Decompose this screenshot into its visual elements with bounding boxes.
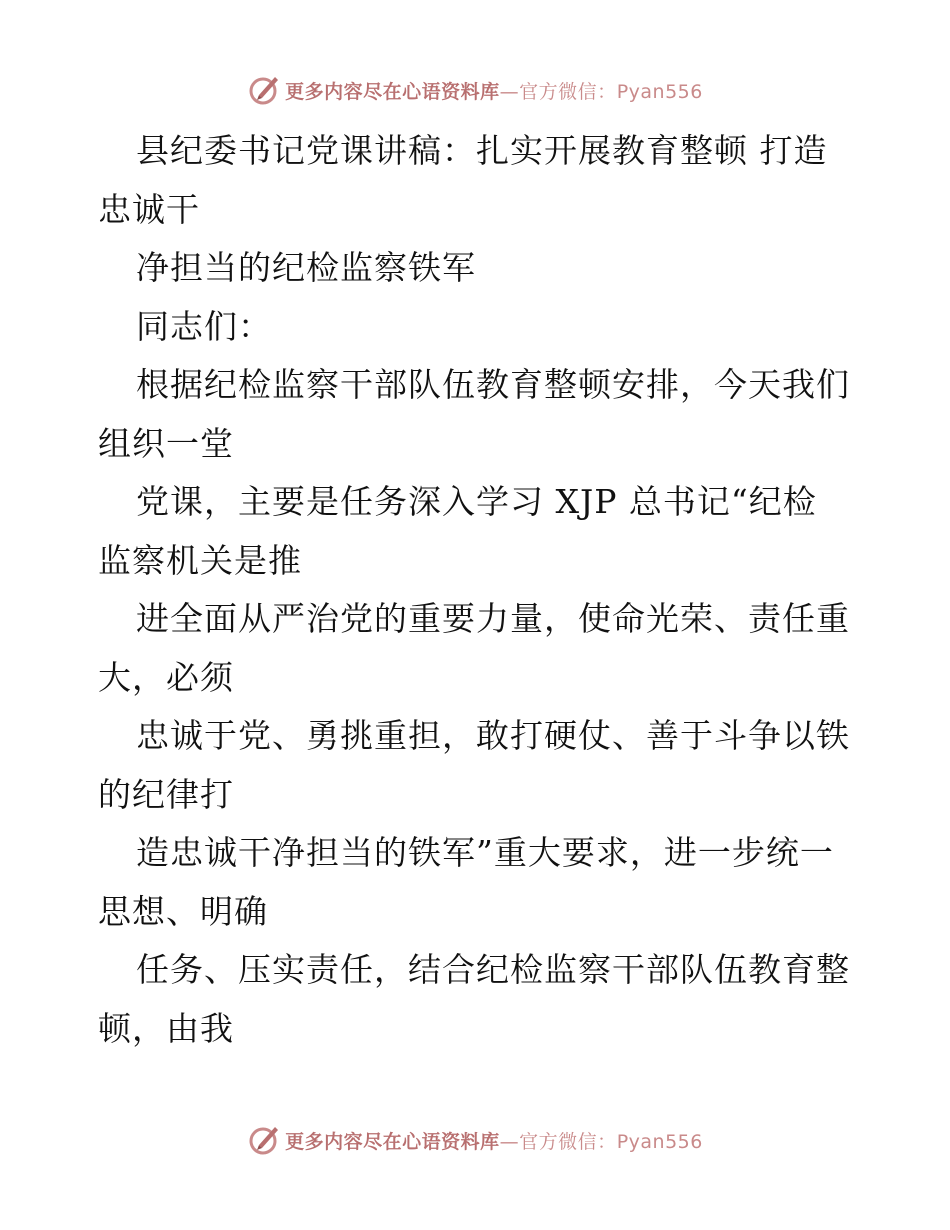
document-line: 党课，主要是任务深入学习 XJP 总书记“纪检 (136, 482, 817, 521)
document-line: 思想、明确 (98, 891, 268, 931)
watermark-text (285, 77, 703, 104)
footer-watermark (0, 1120, 950, 1160)
document-line: 顿，由我 (98, 1008, 234, 1048)
watermark-separator: — (499, 1130, 520, 1153)
watermark-separator: — (499, 80, 520, 103)
watermark-site-name: 更多内容尽在心语资料库 (285, 80, 500, 103)
document-line: 忠诚于党、勇挑重担，敢打硬仗、善于斗争以铁 (136, 716, 850, 755)
document-line: 的纪律打 (98, 774, 234, 814)
document-line: 任务、压实责任，结合纪检监察干部队伍教育整 (136, 950, 850, 989)
document-line: 净担当的纪检监察铁军 (136, 248, 476, 287)
document-line: 进全面从严治党的重要力量，使命光荣、责任重 (136, 599, 850, 638)
document-line: 大，必须 (98, 657, 234, 697)
document-line: 根据纪检监察干部队伍教育整顿安排，今天我们 (136, 365, 850, 404)
watermark-wechat-id: Pyan556 (616, 1130, 703, 1153)
document-line: 造忠诚干净担当的铁军”重大要求，进一步统一 (136, 833, 834, 872)
document-line: 忠诚干 (98, 189, 200, 229)
quill-pen-logo-icon (247, 1123, 281, 1157)
watermark-site-name: 更多内容尽在心语资料库 (285, 1130, 500, 1153)
document-line: 县纪委书记党课讲稿：扎实开展教育整顿 打造 (136, 131, 828, 170)
document-line: 组织一堂 (98, 423, 234, 463)
watermark-wechat-label: 官方微信： (519, 1130, 617, 1153)
header-watermark (0, 70, 950, 110)
document-line: 监察机关是推 (98, 540, 302, 580)
watermark-text (285, 1127, 703, 1154)
watermark-wechat-label: 官方微信： (519, 80, 617, 103)
document-body (98, 122, 858, 1058)
quill-pen-logo-icon (247, 73, 281, 107)
document-line: 同志们： (136, 306, 272, 346)
watermark-wechat-id: Pyan556 (616, 80, 703, 103)
